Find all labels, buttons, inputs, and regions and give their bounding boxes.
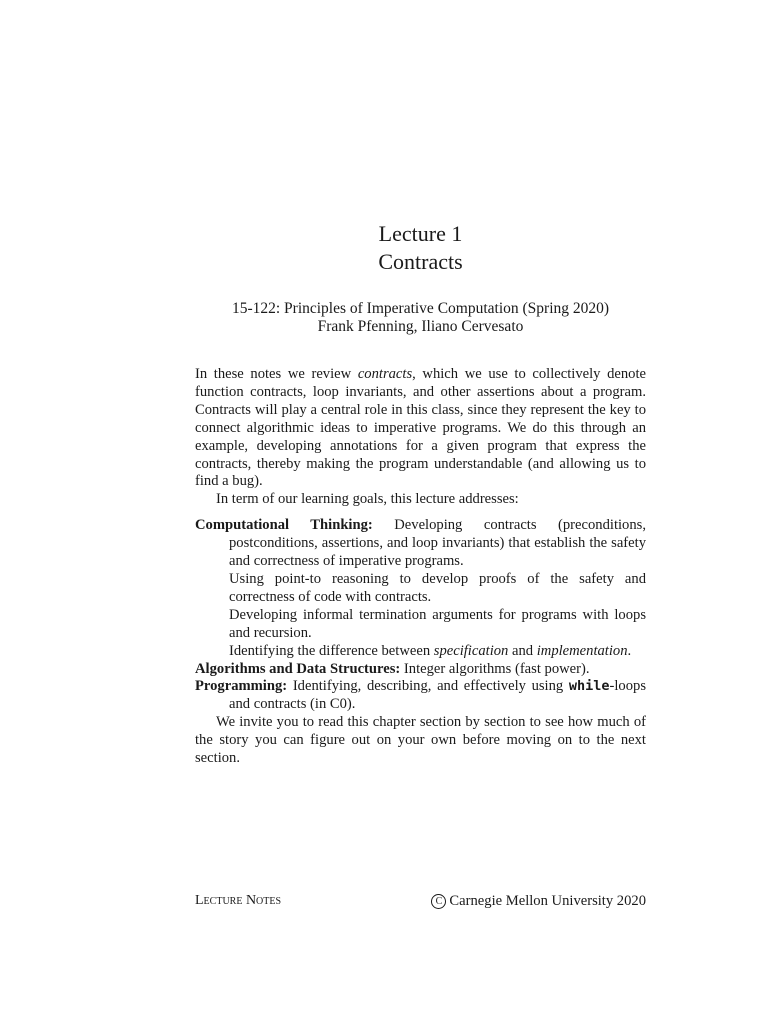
- goal-item: Using point-to reasoning to develop proofs of the safety and correctness of code with contracts.: [229, 570, 646, 605]
- body-text: [195, 366, 646, 768]
- goal-computational-thinking: [195, 517, 646, 571]
- copyright-text: Carnegie Mellon University 2020: [449, 893, 646, 909]
- goal-text: -loops and contracts (in C0).: [229, 678, 646, 713]
- goal-item-text: .: [627, 642, 632, 659]
- goal-label: Algorithms and Data Structures:: [195, 660, 401, 677]
- copyright-icon: C: [431, 894, 446, 909]
- course-name: 15-122: Principles of Imperative Computation (Spring 2020): [231, 300, 610, 317]
- closing-paragraph: We invite you to read this chapter section by section to see how much of the story you can figure out on your own before moving on to the next section.: [195, 714, 646, 767]
- intro-text-2: , which we use to collectively denote function contracts, loop invariants, and other assertions about a program. Contracts will play a central role in this class, since they represent the key to connect algorithmic ideas to imperative programs. We do this through an example, developing annotations for a given program that express the contracts, thereby making the program understandable (and allowing us to find a bug).: [195, 366, 647, 490]
- goal-item-text: and: [508, 642, 537, 659]
- goal-item-text: Identifying the difference between: [229, 642, 434, 659]
- goal-item-emphasis: specification: [433, 642, 509, 659]
- goal-text: Integer algorithms (fast power).: [403, 660, 590, 677]
- code-keyword: while: [568, 678, 610, 695]
- lecture-subtitle: Contracts: [378, 249, 463, 274]
- intro-paragraph: [195, 366, 646, 491]
- learning-goals: [195, 517, 646, 714]
- goal-item-emphasis: implementation: [536, 642, 628, 659]
- goal-item: Developing informal termination arguments for programs with loops and recursion.: [229, 606, 646, 641]
- goals-lead: In term of our learning goals, this lecture addresses:: [216, 491, 519, 508]
- goal-item: [195, 643, 646, 661]
- footer-lecture-notes: Lecture Notes: [195, 893, 282, 908]
- goal-algorithms: [195, 661, 646, 679]
- intro-emphasis: contracts: [357, 366, 413, 382]
- goal-label: Computational Thinking:: [195, 517, 373, 534]
- goal-programming: [195, 678, 646, 714]
- authors: Frank Pfenning, Iliano Cervesato: [317, 318, 524, 335]
- course-info: [195, 300, 646, 336]
- intro-text-1: In these notes we review: [195, 366, 358, 382]
- goal-label: Programming:: [195, 678, 288, 695]
- goal-text: Developing contracts (preconditions, postconditions, assertions, and loop invariants) that establish the safety and correctness of imperative programs.: [229, 517, 646, 570]
- title-block: [195, 220, 646, 336]
- goal-text: Identifying, describing, and effectively using: [292, 678, 569, 695]
- lecture-title: Lecture 1: [378, 221, 463, 246]
- footer-copyright: [431, 892, 646, 910]
